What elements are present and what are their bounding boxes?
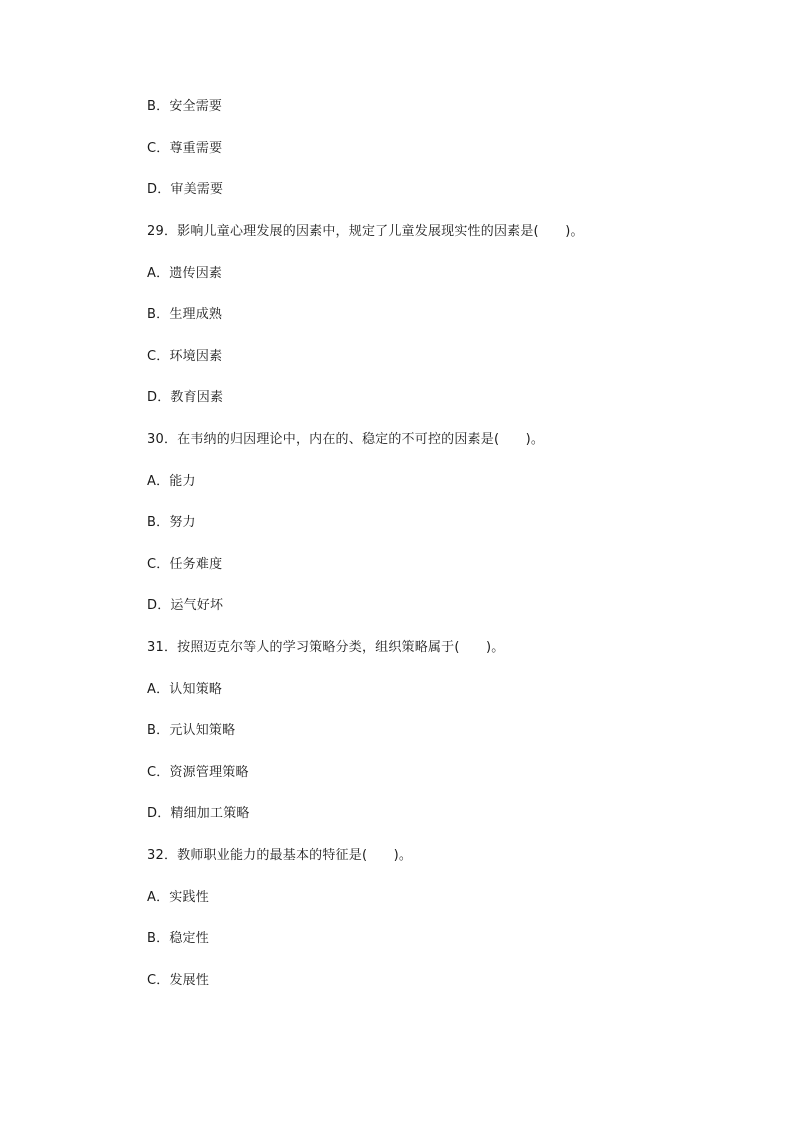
option-a-q30: A．能力 [147,474,196,489]
question-29: 29．影响儿童心理发展的因素中，规定了儿童发展现实性的因素是( )。 [147,224,584,239]
option-c-q30: C．任务难度 [147,557,223,572]
question-32: 32．教师职业能力的最基本的特征是( )。 [147,848,413,863]
option-d-q31: D．精细加工策略 [147,806,250,821]
option-a-q32: A．实践性 [147,890,209,905]
option-c-q31: C．资源管理策略 [147,765,249,780]
option-a-q29: A．遗传因素 [147,266,223,281]
option-c-q29: C．环境因素 [147,349,223,364]
question-30: 30．在韦纳的归因理论中，内在的、稳定的不可控的因素是( )。 [147,432,545,447]
option-c-q32: C．发展性 [147,973,210,988]
option-b-q31: B．元认知策略 [147,723,236,738]
option-a-q31: A．认知策略 [147,682,223,697]
option-b-q28: B．安全需要 [147,99,223,114]
option-c-q28: C．尊重需要 [147,141,223,156]
option-b-q29: B．生理成熟 [147,307,223,322]
option-b-q32: B．稳定性 [147,931,209,946]
option-d-q29: D．教育因素 [147,390,224,405]
question-31: 31．按照迈克尔等人的学习策略分类，组织策略属于( )。 [147,640,505,655]
option-d-q28: D．审美需要 [147,182,224,197]
option-b-q30: B．努力 [147,515,196,530]
option-d-q30: D．运气好坏 [147,598,224,613]
